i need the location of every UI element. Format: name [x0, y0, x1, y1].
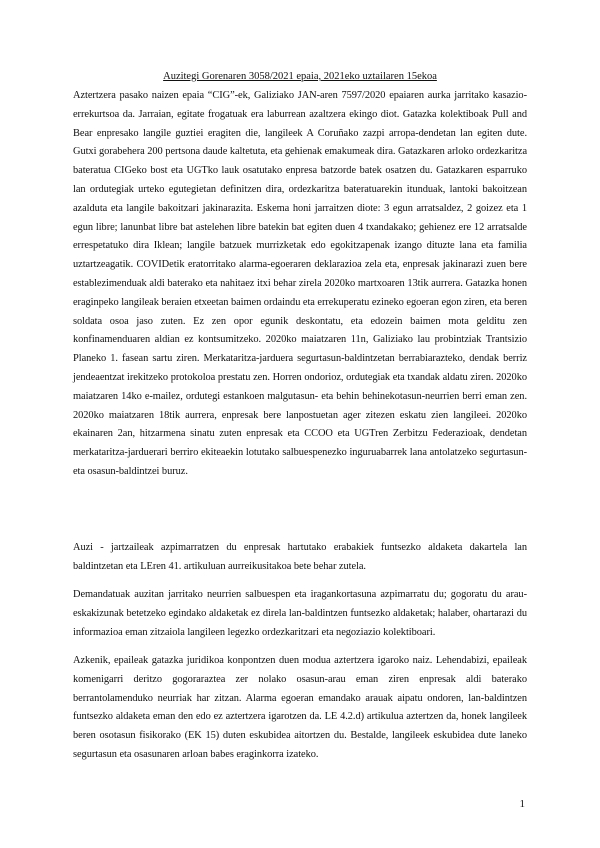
paragraph-judgement: Azkenik, epaileak gatazka juridikoa konpontzen duen modua aztertzera igaroko naiz. Lehendabizi, epaileak komenigarri deritzo gogoraraztea zer nolako osasun-arau eman ziren enpresak aldi baterako berrantolamenduko neurriak har zitzan. Alarma egoeran emandako arauak aipatu ondoren, lan-baldintzen funtsezko aldaketa eman den edo ez aztertzera igarotzen da. LE 4.2.d) artikulua aztertzen da, honek langileek beren osotasun fisikorako (EK 15) duten eskubidea aitortzen du. Bestalde, langileek eskubidea dute laneko segurtasun eta osasunaren arloan babes eraginkorra izateko. — [73, 655, 527, 760]
document-title: Auzitegi Gorenaren 3058/2021 epaia, 2021eko uztailaren 15ekoa — [163, 71, 437, 82]
page-number: 1 — [519, 798, 525, 810]
paragraph-defendant: Demandatuak auzitan jarritako neurrien salbuespen eta iragankortasuna azpimarratu du; gogoratu du arau-eskakizunak betetzeko egindako aldaketak ez direla lan-baldintzen funtsezko aldaketak; halaber, ohartarazi du informazioa eman zitzaiola langileen legezko ordezkaritzari eta negoziazio kolektiboari. — [73, 589, 527, 638]
paragraph-facts: Aztertzera pasako naizen epaia “CIG”-ek, Galiziako JAN-aren 7597/2020 epaiaren aurka jarritako kasazio-errekurtsoa da. Jarraian, egitate frogatuak era laburrean azaltzera ekingo diot. Gatazka kolektiboak Pull and Bear enpresako langile guztiei eragiten die, langileek A Coruñako zazpi arropa-dendetan lan egiten dute. Gutxi gorabehera 200 pertsona daude kaltetuta, eta gehienak emakumeak dira. Gatazkaren arloko ordezkaritza bateratua CIGeko bost eta UGTko lauk osatutako enpresa batzorde batek osatzen du. Gatazkaren esparruko lan ordutegiak urteko egutegietan definitzen dira, ordezkaritza bateratuarekin itunduak, lantoki bakoitzean azalduta eta langile bakoitzari jakinarazita. Eskema honi jarraitzen diote: 3 egun arratsaldez, 2 goizez eta 1 egun libre; lanunbat libre bat astelehen libre batekin bat egiten duen 4 txandakako; gehienez ere 12 arratsalde errespetatuko dira Iklean; langile batzuek murrizketak edo egokitzapenak izango dituzte lana eta familia uztartzeagatik. COVIDetik eratorritako alarma-egoeraren deklarazioa zela eta, enpresak jakinarazi zuen bere establezimenduak aldi baterako eta nahitaez itxi behar zirela 2020ko martxoaren 13tik aurrera. Gatazka honen eraginpeko langileak beraien etxeetan baimen ordaindu eta errekuperatu ezineko egoeran egon ziren, eta beren soldata osoa jaso zuten. Ez zen opor egunik deskontatu, eta edozein baimen mota gelditu zen konfinamenduaren aldian ez kontsumitzeko. 2020ko maiatzaren 11n, Galiziako lau probintziak Trantsizio Planeko 1. fasean sartu ziren. Merkataritza-jarduera segurtasun-baldintzetan berrabiarazteko, dendak berriz jendeaentzat irekitzeko protokoloa prestatu zen. Horren ondorioz, ordutegiak eta txandak aldatu ziren. 2020ko maiatzaren 14ko e-mailez, ordutegi estankoen malgutasun- eta behin behinekotasun-neurrien berri eman zen. 2020ko maiatzaren 18tik aurrera, enpresak bere lanpostuetan ager zitezen eskatu zien langileei. 2020ko ekainaren 2an, hitzarmena sinatu zuten enpresak eta CCOO eta UGTren Zerbitzu Federazioak, dendetan merkataritza-jarduerari berriro ekiteaekin lotutako salbuespenezko inguruabarrek lana antolatzeko segurtasun- eta osasun-baldintzei buruz. — [73, 90, 527, 477]
paragraph-plaintiff: Auzi - jartzaileak azpimarratzen du enpresak hartutako erabakiek funtsezko aldaketa dakartela lan baldintzetan eta LEren 41. artikuluan aurreikusitakoa bete behar zutela. — [73, 542, 527, 572]
